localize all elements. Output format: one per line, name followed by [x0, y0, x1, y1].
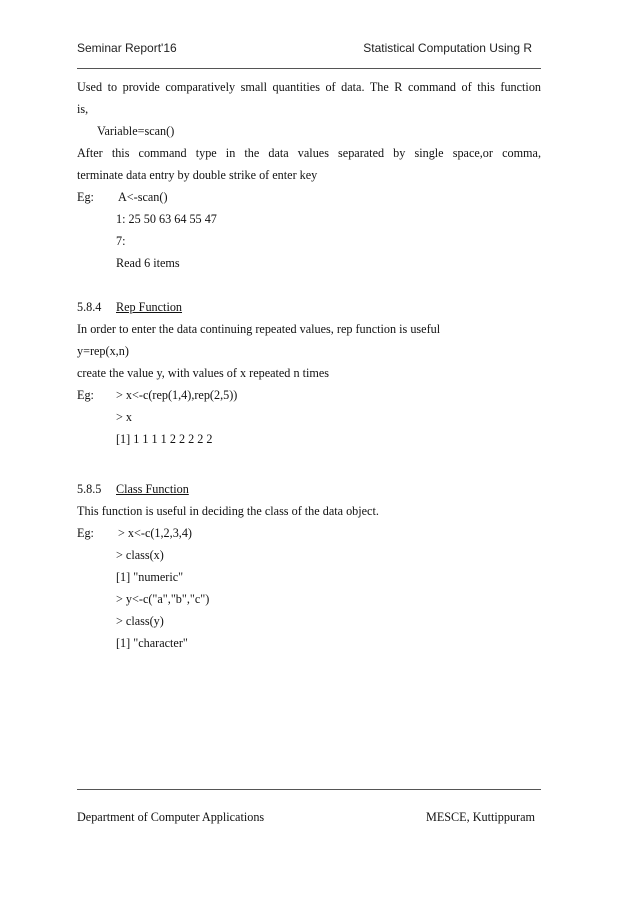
class-example-label: Eg:	[77, 526, 94, 540]
rep-description-2: create the value y, with values of x repeated n times	[77, 366, 329, 380]
scan-desc-line-1: After this command type in the data values separated by single space,or comma,	[77, 146, 541, 160]
header-divider	[77, 68, 541, 69]
footer-right: MESCE, Kuttippuram	[425, 810, 535, 824]
scan-example-output-3: Read 6 items	[116, 256, 180, 270]
scan-example-command: A<-scan()	[118, 190, 168, 204]
class-section-number: 5.8.5	[77, 482, 102, 496]
footer-left: Department of Computer Applications	[77, 810, 265, 824]
scan-example-label: Eg:	[77, 190, 94, 204]
class-section-title: Class Function	[116, 482, 189, 496]
rep-example-line-2: > x	[116, 410, 133, 424]
rep-description: In order to enter the data continuing repeated values, rep function is useful	[77, 322, 441, 336]
footer-divider	[77, 789, 541, 790]
rep-syntax: y=rep(x,n)	[77, 344, 129, 358]
rep-example-output: [1] 1 1 1 1 2 2 2 2 2	[116, 432, 213, 446]
class-description: This function is useful in deciding the class of the data object.	[77, 504, 379, 518]
class-example-line-4: > y<-c("a","b","c")	[116, 592, 210, 606]
scan-intro-line-1: Used to provide comparatively small quantities of data. The R command of this function	[77, 80, 541, 94]
scan-example-output-1: 1: 25 50 63 64 55 47	[116, 212, 217, 226]
scan-example-output-2: 7:	[116, 234, 126, 248]
header-left: Seminar Report'16	[77, 41, 177, 55]
rep-section-title: Rep Function	[116, 300, 183, 314]
class-example-line-2: > class(x)	[116, 548, 164, 562]
rep-section-number: 5.8.4	[77, 300, 102, 314]
class-example-output-2: [1] "character"	[116, 636, 188, 650]
scan-desc-line-2: terminate data entry by double strike of enter key	[77, 168, 318, 182]
class-example-line-5: > class(y)	[116, 614, 164, 628]
header-right: Statistical Computation Using R	[363, 41, 532, 55]
class-example-command: > x<-c(1,2,3,4)	[118, 526, 192, 540]
rep-example-label: Eg:	[77, 388, 94, 402]
class-example-output-1: [1] "numeric"	[116, 570, 184, 584]
scan-syntax: Variable=scan()	[97, 124, 175, 138]
rep-example-command: > x<-c(rep(1,4),rep(2,5))	[116, 388, 238, 402]
scan-intro-line-2: is,	[77, 102, 89, 116]
